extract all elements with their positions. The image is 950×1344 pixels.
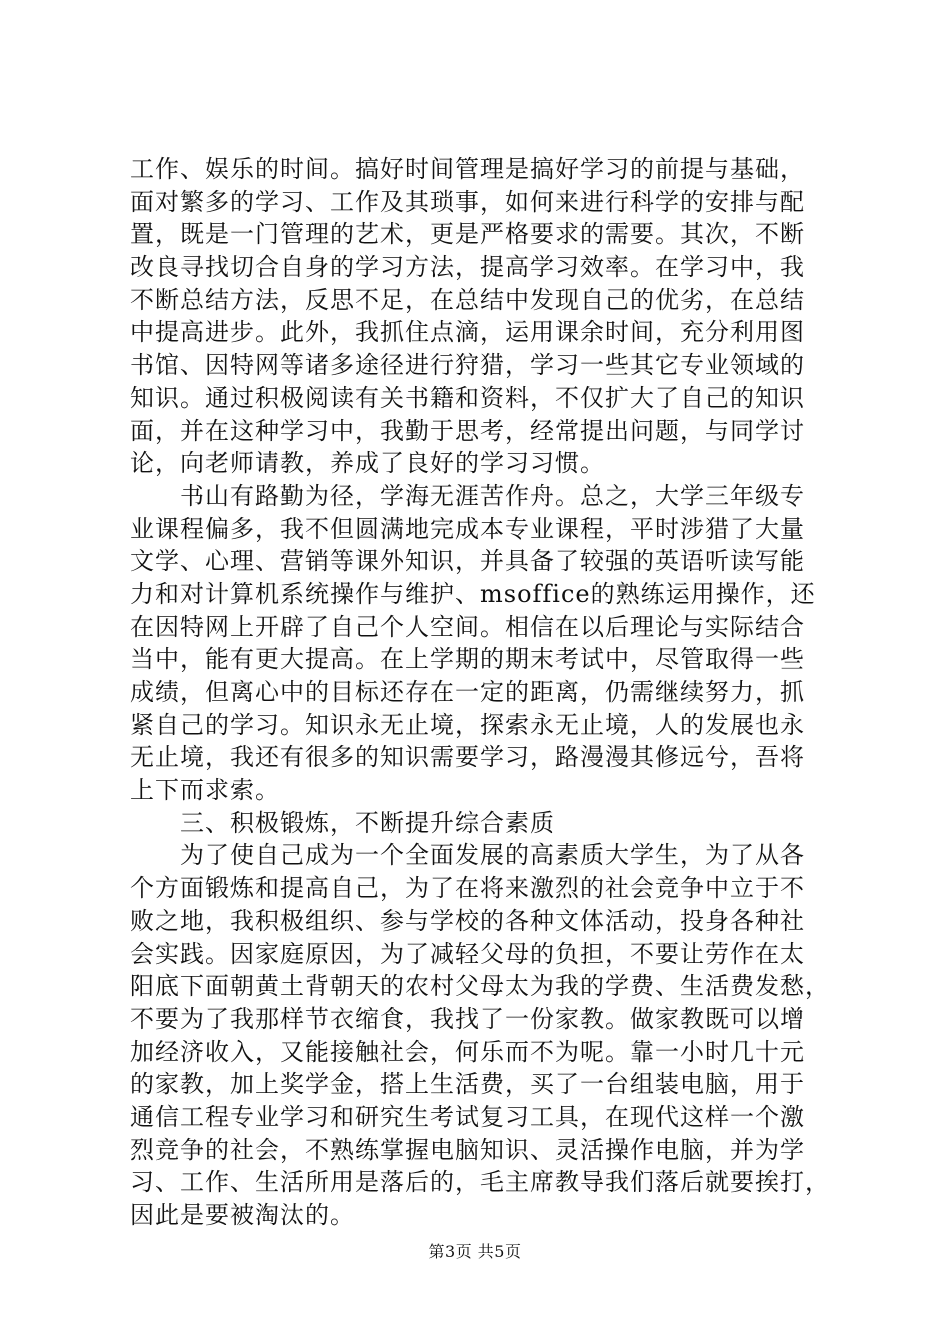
text-line: 会实践。因家庭原因，为了减轻父母的负担，不要让劳作在太 [130,939,805,968]
text-line: 工作、娱乐的时间。搞好时间管理是搞好学习的前提与基础， [130,155,805,183]
document-body [130,153,830,1232]
text-line: 当中，能有更大提高。在上学期的期末考试中，尽管取得一些 [130,645,805,674]
text-line: 紧自己的学习。知识永无止境，探索永无止境，人的发展也永 [130,710,805,739]
page-number-footer: 第3页 共5页 [428,1242,522,1261]
text-line: 因此是要被淘汰的。 [130,1201,355,1229]
text-line: 阳底下面朝黄土背朝天的农村父母太为我的学费、生活费发愁， [130,972,830,1001]
text-line: 上下而求索。 [130,776,280,805]
text-line: 加经济收入，又能接触社会，何乐而不为呢。靠一小时几十元 [130,1037,805,1066]
text-line: 书馆、因特网等诸多途径进行狩猎，学习一些其它专业领域的 [130,351,805,380]
text-line: 不要为了我那样节衣缩食，我找了一份家教。做家教既可以增 [130,1004,805,1033]
text-line: 置，既是一门管理的艺术，更是严格要求的需要。其次，不断 [130,220,805,249]
text-line: 面，并在这种学习中，我勤于思考，经常提出问题，与同学讨 [130,416,805,445]
text-line: 不断总结方法，反思不足，在总结中发现自己的优劣，在总结 [130,285,805,314]
text-line: 书山有路勤为径，学海无涯苦作舟。总之，大学三年级专 [130,481,805,510]
text-line: 知识。通过积极阅读有关书籍和资料，不仅扩大了自己的知识 [130,383,805,412]
text-line: 败之地，我积极组织、参与学校的各种文体活动，投身各种社 [130,906,805,935]
section-heading: 三、积极锻炼，不断提升综合素质 [130,808,555,837]
text-line: 烈竞争的社会，不熟练掌握电脑知识、灵活操作电脑，并为学 [130,1135,805,1164]
text-line: 改良寻找切合自身的学习方法，提高学习效率。在学习中，我 [130,253,805,282]
text-line: 业课程偏多，我不但圆满地完成本专业课程，平时涉猎了大量 [130,514,805,543]
text-line: 在因特网上开辟了自己个人空间。相信在以后理论与实际结合 [130,612,805,641]
text-line: 为了使自己成为一个全面发展的高素质大学生，为了从各 [130,841,805,870]
text-line: 通信工程专业学习和研究生考试复习工具，在现代这样一个激 [130,1102,805,1131]
text-line: 无止境，我还有很多的知识需要学习，路漫漫其修远兮，吾将 [130,743,805,772]
text-line: 文学、心理、营销等课外知识，并具备了较强的英语听读写能 [130,547,805,576]
text-line: 中提高进步。此外，我抓住点滴，运用课余时间，充分利用图 [130,318,805,347]
text-line: 成绩，但离心中的目标还存在一定的距离，仍需继续努力，抓 [130,678,805,706]
text-line: 力和对计算机系统操作与维护、msoffice的熟练运用操作，还 [130,579,816,608]
text-line: 面对繁多的学习、工作及其琐事，如何来进行科学的安排与配 [130,187,805,216]
text-line: 个方面锻炼和提高自己，为了在将来激烈的社会竞争中立于不 [130,874,805,903]
text-line: 论，向老师请教，养成了良好的学习习惯。 [130,449,605,478]
text-line: 习、工作、生活所用是落后的，毛主席教导我们落后就要挨打， [130,1168,830,1197]
text-line: 的家教，加上奖学金，搭上生活费，买了一台组装电脑，用于 [130,1070,805,1099]
